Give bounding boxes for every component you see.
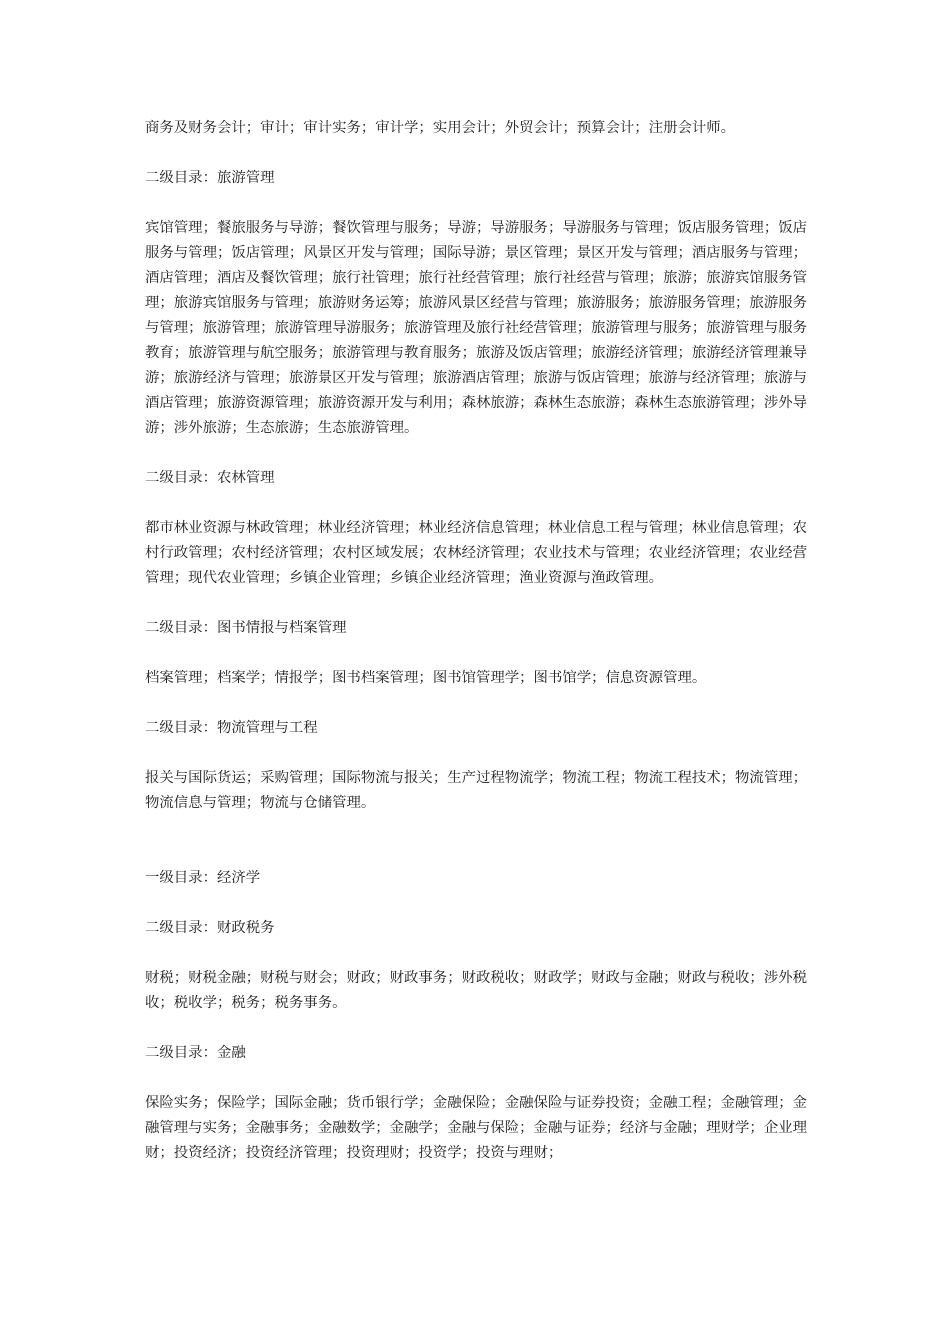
paragraph-agriculture-list: 都市林业资源与林政管理；林业经济管理；林业经济信息管理；林业信息工程与管理；林业信息管理；农村行政管理；农村经济管理；农村区域发展；农林经济管理；农业技术与管理；农业经济管理；农业经营管理；现代农业管理；乡镇企业管理；乡镇企业经济管理；渔业资源与渔政管理。 [145, 520, 807, 586]
heading-agriculture-forestry-management: 二级目录：农林管理 [145, 470, 275, 486]
heading-tourism-management: 二级目录：旅游管理 [145, 170, 275, 186]
document-body [145, 116, 807, 1166]
heading-economics-level1: 一级目录：经济学 [145, 870, 261, 886]
heading-finance-taxation: 二级目录：财政税务 [145, 920, 275, 936]
paragraph-finance-list: 保险实务；保险学；国际金融；货币银行学；金融保险；金融保险与证券投资；金融工程；金融管理；金融管理与实务；金融事务；金融数学；金融学；金融与保险；金融与证券；经济与金融；理财学；企业理财；投资经济；投资经济管理；投资理财；投资学；投资与理财； [145, 1095, 807, 1161]
heading-logistics-management: 二级目录：物流管理与工程 [145, 720, 318, 736]
heading-library-archives-management: 二级目录：图书情报与档案管理 [145, 620, 347, 636]
heading-finance: 二级目录：金融 [145, 1045, 246, 1061]
paragraph-logistics-list: 报关与国际货运；采购管理；国际物流与报关；生产过程物流学；物流工程；物流工程技术；物流管理；物流信息与管理；物流与仓储管理。 [145, 770, 807, 811]
paragraph-accounting-list: 商务及财务会计；审计；审计实务；审计学；实用会计；外贸会计；预算会计；注册会计师。 [145, 120, 736, 136]
paragraph-finance-taxation-list: 财税；财税金融；财税与财会；财政；财政事务；财政税收；财政学；财政与金融；财政与税收；涉外税收；税收学；税务；税务事务。 [145, 970, 807, 1011]
paragraph-tourism-list: 宾馆管理；餐旅服务与导游；餐饮管理与服务；导游；导游服务；导游服务与管理；饭店服务管理；饭店服务与管理；饭店管理；风景区开发与管理；国际导游；景区管理；景区开发与管理；酒店服务与管理；酒店管理；酒店及餐饮管理；旅行社管理；旅行社经营管理；旅行社经营与管理；旅游；旅游宾馆服务管理；旅游宾馆服务与管理；旅游财务运筹；旅游风景区经营与管理；旅游服务；旅游服务管理；旅游服务与管理；旅游管理；旅游管理导游服务；旅游管理及旅行社经营管理；旅游管理与服务；旅游管理与服务教育；旅游管理与航空服务；旅游管理与教育服务；旅游及饭店管理；旅游经济管理；旅游经济管理兼导游；旅游经济与管理；旅游景区开发与管理；旅游酒店管理；旅游与饭店管理；旅游与经济管理；旅游与酒店管理；旅游资源管理；旅游资源开发与利用；森林旅游；森林生态旅游；森林生态旅游管理；涉外导游；涉外旅游；生态旅游；生态旅游管理。 [145, 220, 807, 436]
paragraph-library-list: 档案管理；档案学；情报学；图书档案管理；图书馆管理学；图书馆学；信息资源管理。 [145, 670, 707, 686]
